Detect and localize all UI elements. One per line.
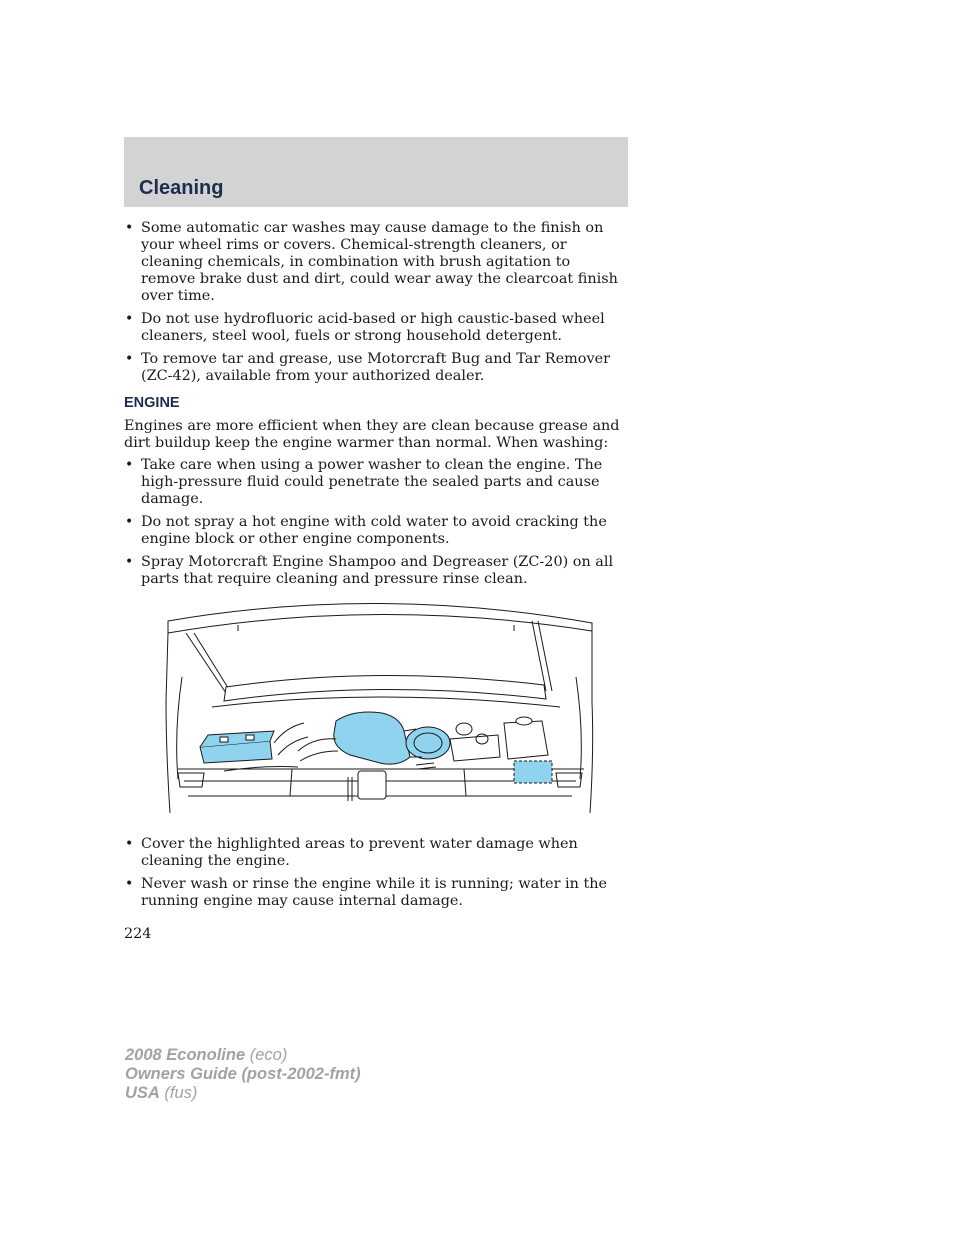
after-figure-content — [124, 836, 624, 916]
page-number: 224 — [124, 926, 152, 942]
footer-line-1: 2008 Econoline (eco) — [125, 1046, 288, 1064]
list-item: • Never wash or rinse the engine while it is running; water in the running engine may cause internal damage. — [124, 876, 624, 910]
list-item: • Cover the highlighted areas to prevent water damage when cleaning the engine. — [124, 836, 624, 870]
list-item: • Do not spray a hot engine with cold water to avoid cracking the engine block or other engine components. — [124, 514, 624, 548]
footer-line-2: Owners Guide (post-2002-fmt) — [125, 1065, 361, 1083]
main-content — [124, 220, 624, 594]
bullet-list-top — [124, 220, 624, 385]
document-footer — [125, 1046, 361, 1103]
bullet-list-bottom — [124, 836, 624, 910]
list-item: • To remove tar and grease, use Motorcraft Bug and Tar Remover (ZC-42), available from your authorized dealer. — [124, 351, 624, 385]
list-item: • Take care when using a power washer to clean the engine. The high-pressure fluid could penetrate the sealed parts and cause damage. — [124, 457, 624, 508]
section-header-bar — [124, 137, 628, 207]
bullet-list-engine — [124, 457, 624, 588]
section-title: Cleaning — [139, 177, 224, 199]
footer-line-3: USA (fus) — [125, 1084, 198, 1102]
list-item: • Do not use hydrofluoric acid-based or high caustic-based wheel cleaners, steel wool, fuels or strong household detergent. — [124, 311, 624, 345]
engine-intro: Engines are more efficient when they are clean because grease and dirt buildup keep the engine warmer than normal. When washing: — [124, 418, 620, 451]
engine-compartment-icon — [164, 591, 596, 817]
list-item: • Spray Motorcraft Engine Shampoo and Degreaser (ZC-20) on all parts that require cleaning and pressure rinse clean. — [124, 554, 624, 588]
engine-compartment-illustration — [164, 591, 596, 817]
engine-heading: ENGINE — [124, 395, 180, 411]
list-item: • Some automatic car washes may cause damage to the finish on your wheel rims or covers. Chemical-strength cleaners, or cleaning chemicals, in combination with brush agitation to remove brake dust and dirt, could wear away the clearcoat finish over time. — [124, 220, 624, 305]
